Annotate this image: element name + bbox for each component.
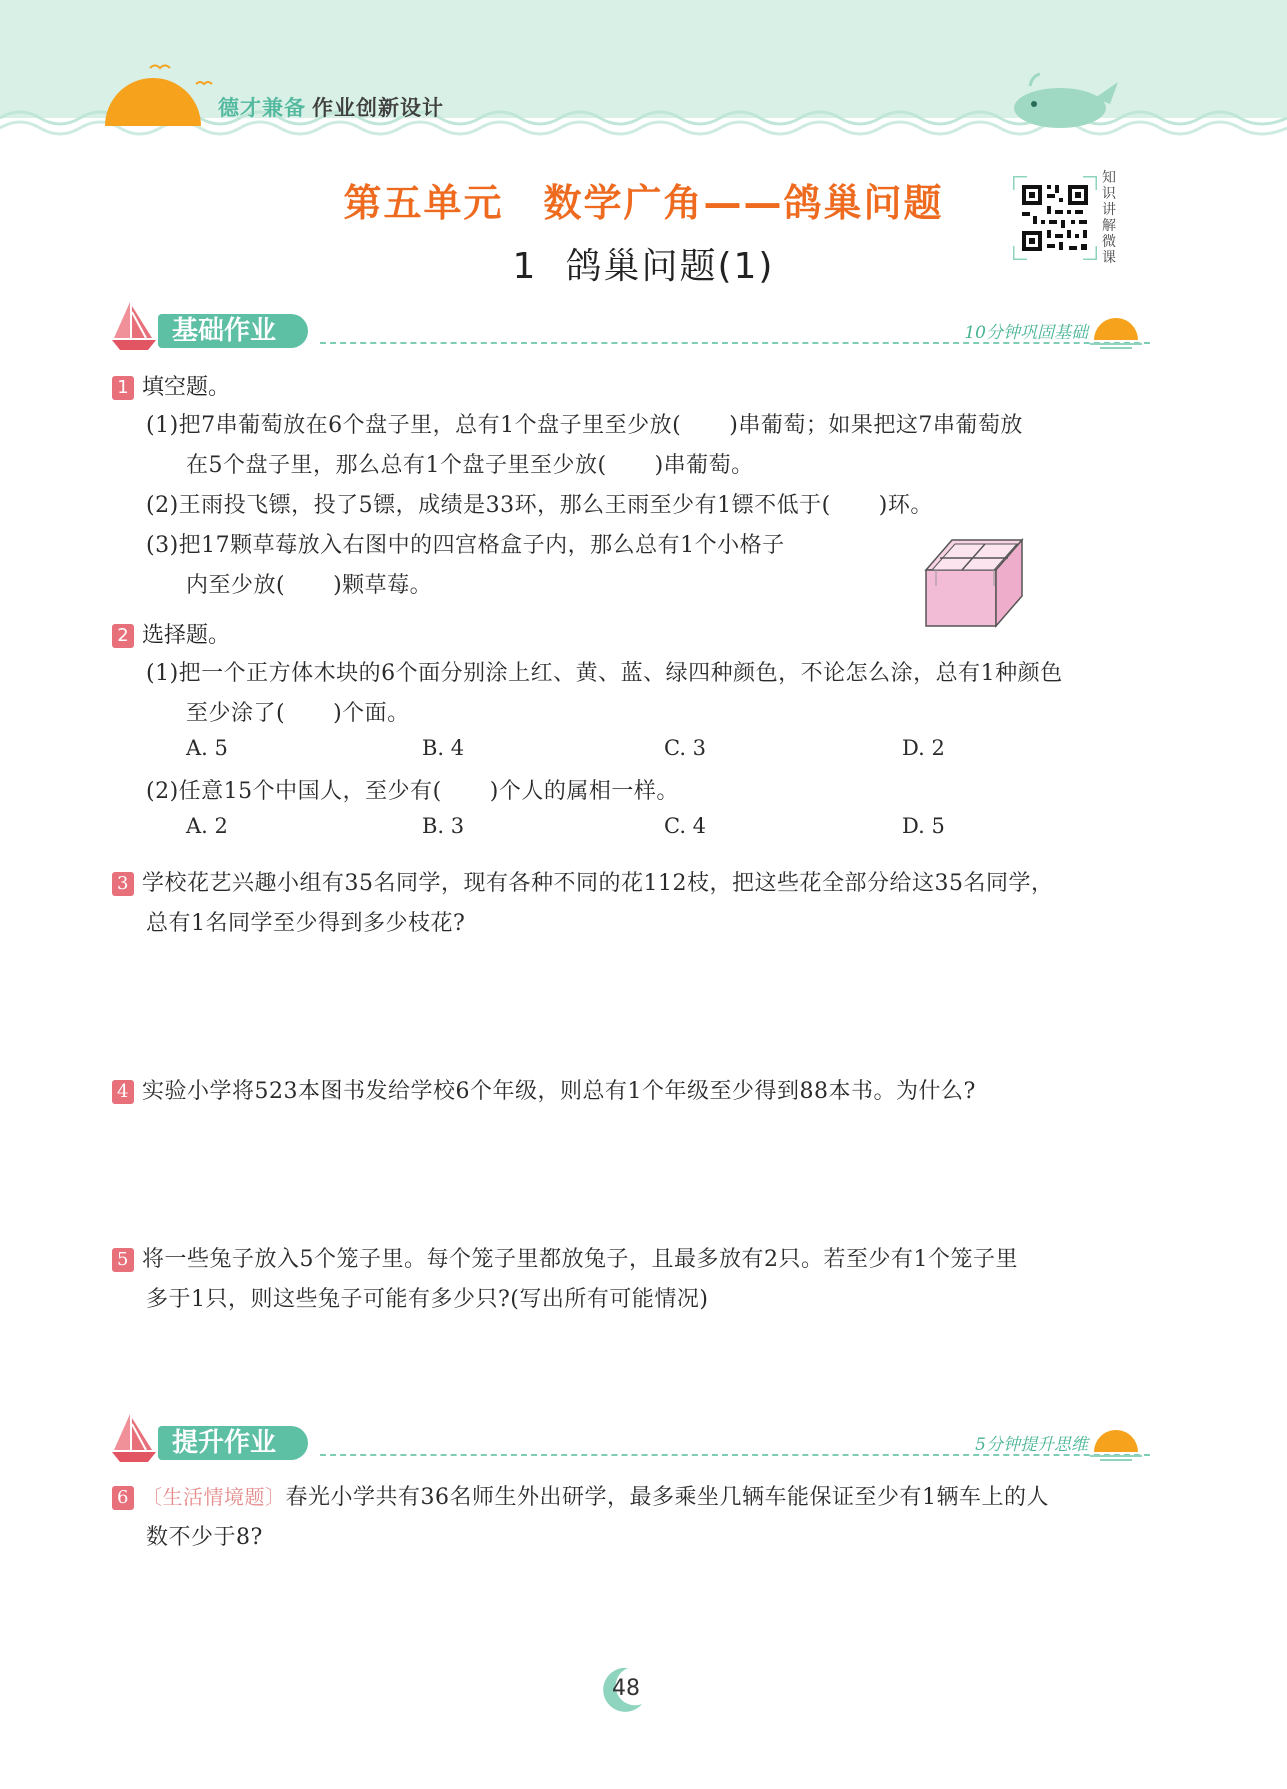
brand-dark: 作业创新设计 [312,96,444,120]
sunset-icon [1090,1422,1142,1462]
q1-text: (2)王雨投飞镖，投了5镖，成绩是33环，那么王雨至少有1镖不低于( [146,493,831,518]
q1-text: )环。 [878,493,933,518]
question-number-badge: 5 [112,1248,134,1272]
question-number-badge: 4 [112,1080,134,1104]
question-3-line-1 [112,866,1053,897]
q4-text: 实验小学将523本图书发给学校6个年级，则总有1个年级至少得到88本书。为什么? [142,1079,976,1104]
section-basic-slogan: 10分钟巩固基础 [964,323,1088,343]
q2-text: (2)任意15个中国人，至少有( [146,779,442,804]
q1-text: )串葡萄；如果把这7串葡萄放 [729,413,1023,438]
header-band [0,0,1287,150]
q2-line-3 [146,774,679,805]
q2-line-1: (1)把一个正方体木块的6个面分别涂上红、黄、蓝、绿四种颜色，不论怎么涂，总有1种颜色 [146,661,1063,686]
sunset-icon [1090,310,1142,350]
question-6-line-2: 数不少于8? [146,1525,263,1550]
question-4-line-1 [112,1074,976,1105]
question-3-line-2: 总有1名同学至少得到多少枝花? [146,911,466,936]
q3-text: 学校花艺兴趣小组有35名同学，现有各种不同的花112枝，把这些花全部分给这35名同学， [142,871,1054,896]
q2-2-option-b[interactable]: B. 3 [422,814,465,838]
question-number-badge: 2 [112,624,134,648]
q2-text: )个人的属相一样。 [489,779,679,804]
qr-label: 知识讲解微课 [1102,170,1116,266]
q2-text: )个面。 [333,701,410,726]
section-advanced-label: 提升作业 [158,1426,308,1460]
q1-line-5 [186,568,432,599]
unit-topic: 数学广角——鸽巢问题 [543,181,944,225]
page-number: 48 [612,1676,640,1701]
q1-line-1 [146,408,1023,439]
question-2-title: 选择题。 [142,623,231,648]
question-number-badge: 3 [112,872,134,896]
q2-text: 至少涂了( [186,701,286,726]
question-5-line-2: 多于1只，则这些兔子可能有多少只?(写出所有可能情况) [146,1287,709,1312]
section-advanced-slogan: 5分钟提升思维 [975,1435,1088,1455]
q6-text: 春光小学共有36名师生外出研学，最多乘坐几辆车能保证至少有1辆车上的人 [285,1485,1049,1510]
qr-code-icon[interactable] [1013,176,1097,260]
question-1-title: 填空题。 [142,375,231,400]
q1-line-3 [146,488,933,519]
question-5-line-1 [112,1242,1018,1273]
question-2-heading [112,618,230,649]
question-1-heading [112,370,230,401]
section-basic-label: 基础作业 [158,314,308,348]
question-number-badge: 6 [112,1486,134,1510]
unit-name: 第五单元 [343,181,504,225]
q2-line-2 [186,696,410,727]
q1-text: 内至少放( [186,573,286,598]
q1-line-4: (3)把17颗草莓放入右图中的四宫格盒子内，那么总有1个小格子 [146,533,785,558]
section-advanced [110,1418,1150,1468]
sailboat-icon [110,298,158,354]
section-basic [110,306,1150,356]
brand-green: 德才兼备 [218,96,306,120]
q1-text: (1)把7串葡萄放在6个盘子里，总有1个盘子里至少放( [146,413,682,438]
question-number-badge: 1 [112,376,134,400]
q5-text: 将一些兔子放入5个笼子里。每个笼子里都放兔子，且最多放有2只。若至少有1个笼子里 [142,1247,1018,1272]
q2-2-option-d[interactable]: D. 5 [902,814,945,838]
q2-2-option-c[interactable]: C. 4 [664,814,707,838]
scenario-tag: 〔生活情境题〕 [142,1485,286,1509]
q2-1-option-b[interactable]: B. 4 [422,736,465,760]
q1-text: 在5个盘子里，那么总有1个盘子里至少放( [186,453,607,478]
q2-1-option-a[interactable]: A. 5 [186,736,228,760]
four-grid-box-figure [922,536,1026,630]
q1-text: )串葡萄。 [654,453,754,478]
sailboat-icon [110,1410,158,1466]
q2-2-option-a[interactable]: A. 2 [186,814,228,838]
brand-line [218,92,444,122]
q2-1-option-d[interactable]: D. 2 [902,736,945,760]
lesson-name: 鸽巢问题(1) [565,246,775,287]
lesson-number: 1 [512,246,538,287]
question-6-line-1 [112,1480,1049,1511]
q1-text: )颗草莓。 [333,573,433,598]
q2-1-option-c[interactable]: C. 3 [664,736,707,760]
q1-line-2 [186,448,754,479]
